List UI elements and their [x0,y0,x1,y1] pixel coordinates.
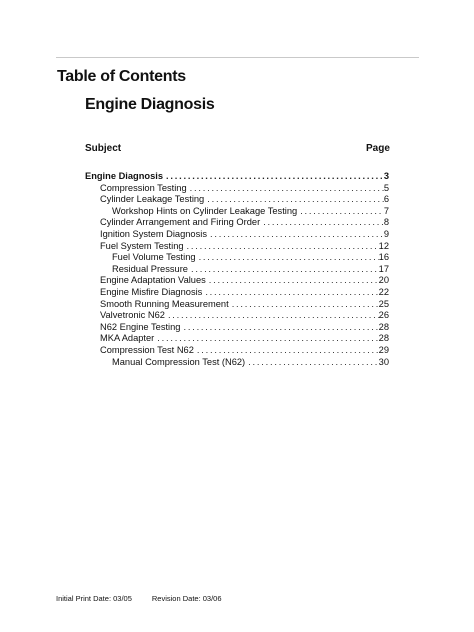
header-rule [56,57,419,58]
toc-entry-page-number: 3 [383,171,389,181]
toc-entry[interactable] [0,310,474,322]
dot-leader [168,310,379,322]
initial-print-date: Initial Print Date: 03/05 [56,594,132,603]
toc-entry[interactable] [0,229,474,241]
toc-entry-row [112,264,389,276]
toc-entry-row [100,183,389,195]
toc-entries [0,171,474,368]
toc-entry-label: Engine Misfire Diagnosis [100,286,203,297]
toc-entry-label: Fuel Volume Testing [112,252,196,263]
toc-entry-label: Valvetronic N62 [100,310,165,321]
toc-entry[interactable] [0,252,474,264]
toc-entry[interactable] [0,287,474,299]
toc-entry[interactable] [0,333,474,345]
toc-entry-page-number: 8 [383,217,389,228]
toc-entry-label: Smooth Running Measurement [100,298,229,309]
toc-entry-label: Fuel System Testing [100,240,184,251]
toc-entry-row [112,357,389,369]
footer [56,594,222,603]
dot-leader [183,322,378,334]
toc-entry-label: Residual Pressure [112,263,188,274]
toc-entry-row [85,171,389,183]
toc-entry-page-number: 6 [383,194,389,205]
dot-leader [197,345,379,357]
dot-leader [199,252,379,264]
toc-entry[interactable] [0,299,474,311]
toc-entry-label: Engine Adaptation Values [100,275,206,286]
toc-entry-label: Workshop Hints on Cylinder Leakage Testing [112,205,298,216]
dot-leader [205,287,378,299]
toc-entry[interactable] [0,183,474,195]
toc-entry-page-number: 25 [378,298,389,309]
toc-entry[interactable] [0,171,474,183]
toc-entry-page-number: 30 [378,356,389,367]
toc-entry[interactable] [0,345,474,357]
toc-entry-label: Compression Test N62 [100,344,194,355]
dot-leader [300,206,384,218]
dot-leader [190,183,384,195]
page-column-header: Page [366,143,390,154]
toc-entry-page-number: 28 [378,333,389,344]
toc-entry-row [100,275,389,287]
toc-entry-label: Ignition System Diagnosis [100,228,207,239]
toc-entry-row [100,345,389,357]
toc-entry-row [100,229,389,241]
subject-column-header: Subject [85,143,122,154]
toc-entry-page-number: 17 [378,263,389,274]
dot-leader [207,194,384,206]
toc-entry-page-number: 20 [378,275,389,286]
toc-entry-row [112,252,389,264]
toc-entry[interactable] [0,194,474,206]
toc-entry[interactable] [0,275,474,287]
toc-entry-row [100,310,389,322]
toc-entry-row [100,287,389,299]
document-title: Engine Diagnosis [85,96,215,113]
toc-entry-label: Cylinder Arrangement and Firing Order [100,217,261,228]
toc-entry[interactable] [0,322,474,334]
toc-entry-label: Manual Compression Test (N62) [112,356,246,367]
toc-title: Table of Contents [57,68,186,85]
toc-entry-row [100,194,389,206]
toc-entry-page-number: 29 [378,344,389,355]
toc-entry[interactable] [0,217,474,229]
toc-entry-row [100,241,389,253]
toc-entry-label: Cylinder Leakage Testing [100,194,205,205]
toc-entry-page-number: 5 [383,182,389,193]
toc-entry-label: MKA Adapter [100,333,155,344]
toc-entry[interactable] [0,264,474,276]
dot-leader [210,229,384,241]
dot-leader [157,333,378,345]
toc-entry-row [112,206,389,218]
dot-leader [191,264,379,276]
dot-leader [232,299,379,311]
toc-entry-page-number: 16 [378,252,389,263]
dot-leader [166,171,384,183]
toc-entry-row [100,322,389,334]
toc-entry-page-number: 26 [378,310,389,321]
dot-leader [263,217,384,229]
toc-entry-row [100,333,389,345]
toc-entry[interactable] [0,206,474,218]
dot-leader [248,357,379,369]
toc-entry-row [100,217,389,229]
toc-entry-row [100,299,389,311]
toc-entry-label: Engine Diagnosis [85,171,164,181]
toc-entry-label: N62 Engine Testing [100,321,181,332]
toc-entry-label: Compression Testing [100,182,187,193]
toc-entry-page-number: 9 [383,228,389,239]
toc-entry-page-number: 28 [378,321,389,332]
toc-entry[interactable] [0,357,474,369]
dot-leader [209,275,379,287]
dot-leader [187,241,379,253]
toc-entry-page-number: 12 [378,240,389,251]
toc-entry[interactable] [0,241,474,253]
toc-entry-page-number: 7 [383,205,389,216]
revision-date: Revision Date: 03/06 [151,594,222,603]
toc-entry-page-number: 22 [378,286,389,297]
